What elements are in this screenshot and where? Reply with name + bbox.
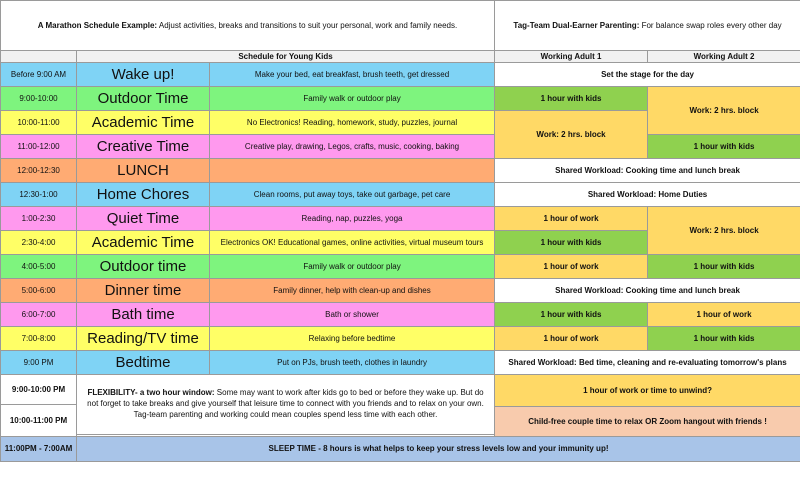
row-time: 2:30-4:00 [1,231,77,255]
sleep-banner [77,437,800,462]
row-details: Electronics OK! Educational games, online activities, virtual museum tours [210,231,495,255]
row-details: Family walk or outdoor play [210,87,495,111]
sleep-time: 11:00PM - 7:00AM [1,437,77,462]
adult2-cell: 1 hour of work [648,303,800,327]
flexibility-title: FLEXIBILITY- a two hour window: [87,388,215,398]
schedule-header [1,1,495,51]
adult2-cell: Work: 2 hrs. block [648,207,800,255]
adult1-cell: 1 hour with kids [495,231,648,255]
adult1-cell: 1 hour of work [495,207,648,231]
adult1-cell: Work: 2 hrs. block [495,111,648,159]
parenting-header [495,1,800,51]
row-time: 12:30-1:00 [1,183,77,207]
row-time: 12:00-12:30 [1,159,77,183]
row-activity: Bath time [77,303,210,327]
adults-shared-cell: Shared Workload: Home Duties [495,183,800,207]
row-time: 10:00-11:00 [1,111,77,135]
sleep-title: SLEEP TIME - [268,444,321,454]
header-left-title: A Marathon Schedule Example: [37,20,158,30]
header-left-text: Adjust activities, breaks and transitions to suit your personal, work and family needs. [158,20,458,30]
row-activity: LUNCH [77,159,210,183]
row-details: Put on PJs, brush teeth, clothes in laundry [210,351,495,375]
row-activity: Reading/TV time [77,327,210,351]
adult1-cell: 1 hour of work [495,255,648,279]
row-details: No Electronics! Reading, homework, study, puzzles, journal [210,111,495,135]
row-time: 5:00-6:00 [1,279,77,303]
row-activity: Wake up! [77,63,210,87]
row-details: Family dinner, help with clean-up and dishes [210,279,495,303]
row-activity: Creative Time [77,135,210,159]
evening-time-2: 10:00-11:00 PM [1,405,77,437]
adults-shared-cell: Set the stage for the day [495,63,800,87]
row-activity: Bedtime [77,351,210,375]
time-column-header [1,51,77,63]
row-activity: Academic Time [77,111,210,135]
adults-shared-cell: Shared Workload: Bed time, cleaning and re-evaluating tomorrow's plans [495,351,800,375]
row-time: 7:00-8:00 [1,327,77,351]
adult1-column-header: Working Adult 1 [495,51,648,63]
couple-time-cell: Child-free couple time to relax OR Zoom hangout with friends ! [495,407,800,437]
row-details: Clean rooms, put away toys, take out garbage, pet care [210,183,495,207]
row-time: 9:00-10:00 [1,87,77,111]
flexibility-note [77,375,495,435]
evening-time-1: 9:00-10:00 PM [1,375,77,405]
adults-shared-cell: Shared Workload: Cooking time and lunch break [495,279,800,303]
kids-column-header: Schedule for Young Kids [77,51,495,63]
adult1-cell: 1 hour of work [495,327,648,351]
adult2-cell: 1 hour with kids [648,327,800,351]
row-details [210,159,495,183]
row-details: Relaxing before bedtime [210,327,495,351]
sleep-text: 8 hours is what helps to keep your stress levels low and your immunity up! [323,444,609,454]
row-details: Family walk or outdoor play [210,255,495,279]
unwind-cell: 1 hour of work or time to unwind? [495,375,800,407]
adult2-cell: 1 hour with kids [648,255,800,279]
adults-shared-cell: Shared Workload: Cooking time and lunch break [495,159,800,183]
row-time: 4:00-5:00 [1,255,77,279]
header-right-text: For balance swap roles every other day [641,20,782,30]
row-activity: Outdoor Time [77,87,210,111]
adult2-cell: 1 hour with kids [648,135,800,159]
row-time: 6:00-7:00 [1,303,77,327]
row-time: 1:00-2:30 [1,207,77,231]
row-details: Make your bed, eat breakfast, brush teeth, get dressed [210,63,495,87]
row-details: Creative play, drawing, Legos, crafts, music, cooking, baking [210,135,495,159]
header-right-title: Tag-Team Dual-Earner Parenting: [513,20,640,30]
row-activity: Dinner time [77,279,210,303]
row-time: Before 9:00 AM [1,63,77,87]
adult1-cell: 1 hour with kids [495,303,648,327]
row-time: 11:00-12:00 [1,135,77,159]
row-activity: Academic Time [77,231,210,255]
adult2-cell: Work: 2 hrs. block [648,87,800,135]
row-activity: Quiet Time [77,207,210,231]
row-time: 9:00 PM [1,351,77,375]
flexibility-text: Some may want to work after kids go to bed or before they wake up. But do not forget to take breaks and give yourself that leisure time to connect with you friends and to relax on your own. Tag-team parenting and working could mean couples spend less time with each other. [87,388,484,419]
row-details: Reading, nap, puzzles, yoga [210,207,495,231]
row-activity: Outdoor time [77,255,210,279]
adult2-column-header: Working Adult 2 [648,51,800,63]
row-details: Bath or shower [210,303,495,327]
adult1-cell: 1 hour with kids [495,87,648,111]
row-activity: Home Chores [77,183,210,207]
